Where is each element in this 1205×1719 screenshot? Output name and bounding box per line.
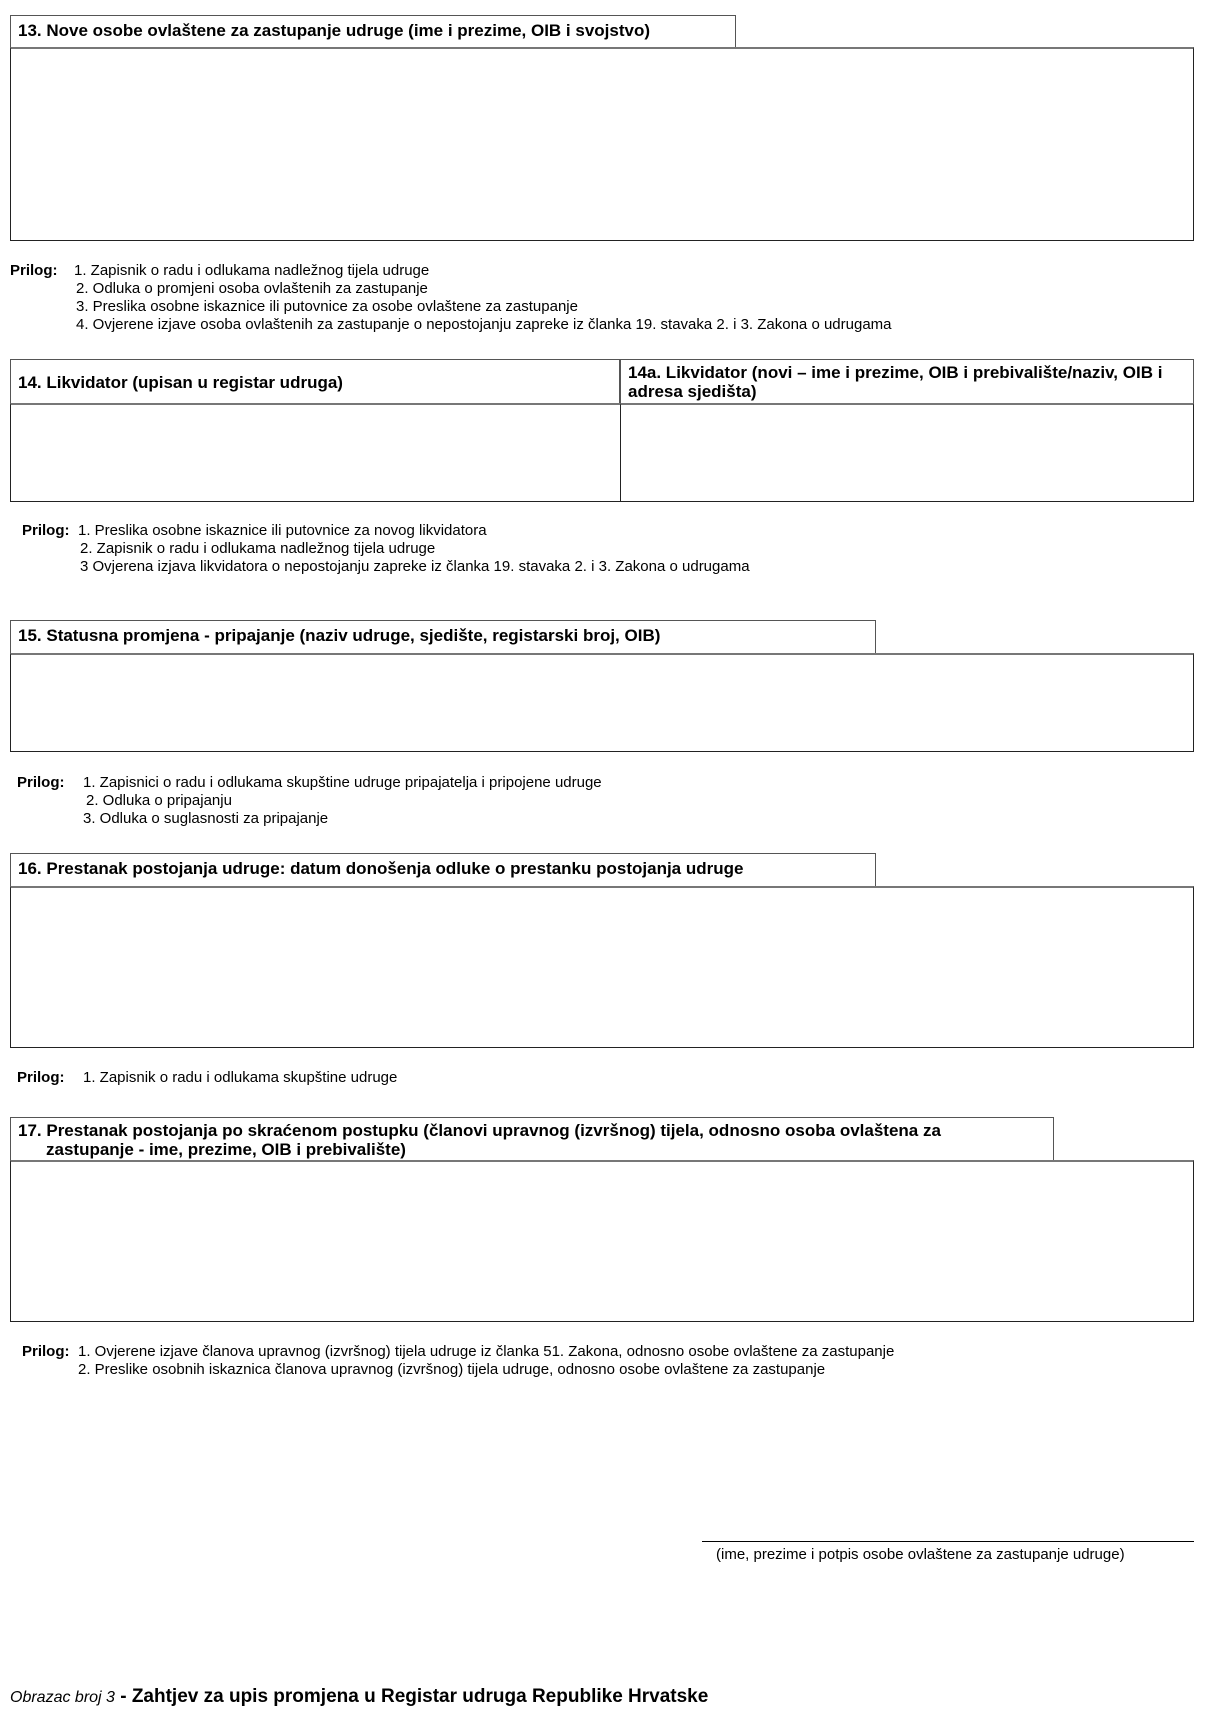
footer-separator: - — [114, 1686, 132, 1707]
section-14a-header — [620, 359, 1194, 403]
prilog-item: 1. Zapisnik o radu i odlukama skupštine udruge — [83, 1069, 398, 1086]
form-title: Zahtjev za upis promjena u Registar udruga Republike Hrvatske — [131, 1686, 709, 1707]
prilog-item: 2. Odluka o promjeni osoba ovlaštenih za zastupanje — [76, 280, 428, 297]
section-13-header — [10, 15, 736, 47]
section-17-title-line1: 17. Prestanak postojanja po skraćenom postupku (članovi upravnog (izvršnog) tijela, odnosno osoba ovlaštena za — [18, 1121, 941, 1140]
prilog-item: 3 Ovjerena izjava likvidatora o nepostojanju zapreke iz članka 19. stavaka 2. i 3. Zakona o udrugama — [80, 558, 750, 575]
section-14a-title: 14a. Likvidator (novi – ime i prezime, OIB i prebivalište/naziv, OIB i adresa sjedišta) — [628, 363, 1163, 401]
section-15-title: 15. Statusna promjena - pripajanje (naziv udruge, sjedište, registarski broj, OIB) — [18, 626, 661, 645]
prilog-item: 4. Ovjerene izjave osoba ovlaštenih za zastupanje o nepostojanju zapreke iz članka 19. stavaka 2. i 3. Zakona o udrugama — [76, 316, 892, 333]
prilog-item: 2. Zapisnik o radu i odlukama nadležnog tijela udruge — [80, 540, 436, 557]
section-14-title: 14. Likvidator (upisan u registar udruga) — [18, 373, 343, 392]
prilog-item: 2. Preslike osobnih iskaznica članova upravnog (izvršnog) tijela udruge, odnosno osobe ovlaštene za zastupanje — [78, 1361, 826, 1378]
section-14a-input-area[interactable] — [620, 403, 1194, 502]
section-15-input-area[interactable] — [10, 653, 1194, 752]
section-17-header — [10, 1117, 1054, 1160]
section-16-input-area[interactable] — [10, 886, 1194, 1048]
section-13-input-area[interactable] — [10, 47, 1194, 241]
section-17-title-line2: zastupanje - ime, prezime, OIB i prebivalište) — [46, 1140, 406, 1159]
section-16-title: 16. Prestanak postojanja udruge: datum donošenja odluke o prestanku postojanja udruge — [18, 859, 744, 878]
prilog-item: 3. Odluka o suglasnosti za pripajanje — [83, 810, 329, 827]
section-13-prilog — [10, 262, 1110, 342]
section-14-header — [10, 359, 620, 403]
section-15-header — [10, 620, 876, 653]
signature-line[interactable] — [702, 1541, 1194, 1542]
section-15-prilog — [17, 774, 1017, 834]
section-16-prilog — [17, 1069, 1017, 1089]
section-13-title: 13. Nove osobe ovlaštene za zastupanje udruge (ime i prezime, OIB i svojstvo) — [18, 21, 651, 40]
signature-caption: (ime, prezime i potpis osobe ovlaštene za zastupanje udruge) — [716, 1546, 1125, 1563]
prilog-label: Prilog: — [17, 1069, 65, 1086]
form-number: Obrazac broj 3 — [10, 1689, 115, 1706]
section-16-header — [10, 853, 876, 886]
prilog-item: 1. Zapisnik o radu i odlukama nadležnog tijela udruge — [74, 262, 430, 279]
prilog-item: 3. Preslika osobne iskaznice ili putovnice za osobe ovlaštene za zastupanje — [76, 298, 578, 315]
prilog-item: 1. Preslika osobne iskaznice ili putovnice za novog likvidatora — [78, 522, 487, 539]
footer — [10, 1686, 708, 1708]
section-14-prilog — [22, 522, 1122, 582]
prilog-label: Prilog: — [22, 522, 70, 539]
prilog-item: 2. Odluka o pripajanju — [86, 792, 232, 809]
prilog-label: Prilog: — [10, 262, 58, 279]
prilog-item: 1. Ovjerene izjave članova upravnog (izvršnog) tijela udruge iz članka 51. Zakona, odnosno osobe ovlaštene za zastupanje — [78, 1343, 895, 1360]
prilog-label: Prilog: — [22, 1343, 70, 1360]
section-17-input-area[interactable] — [10, 1160, 1194, 1322]
prilog-item: 1. Zapisnici o radu i odlukama skupštine udruge pripajatelja i pripojene udruge — [83, 774, 602, 791]
prilog-label: Prilog: — [17, 774, 65, 791]
section-17-prilog — [22, 1343, 1122, 1383]
section-14-input-area[interactable] — [10, 403, 621, 502]
